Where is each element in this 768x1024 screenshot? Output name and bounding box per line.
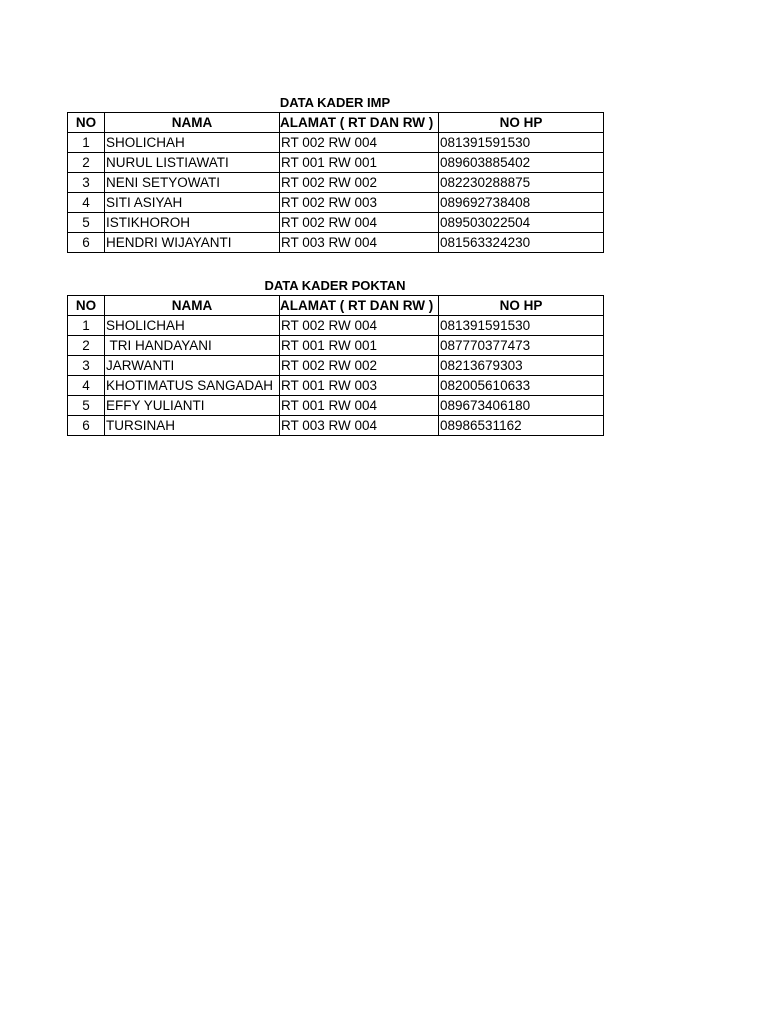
kader-poktan-table — [67, 295, 604, 436]
table-row — [68, 173, 604, 193]
cell-hp: 089692738408 — [439, 193, 604, 213]
cell-nama: KHOTIMATUS SANGADAH — [105, 376, 280, 396]
cell-hp: 082005610633 — [439, 376, 604, 396]
cell-no: 2 — [68, 336, 105, 356]
cell-hp: 089603885402 — [439, 153, 604, 173]
cell-nama: TRI HANDAYANI — [105, 336, 280, 356]
cell-nama: JARWANTI — [105, 356, 280, 376]
table-row — [68, 213, 604, 233]
cell-alamat: RT 003 RW 004 — [280, 416, 439, 436]
header-hp: NO HP — [439, 296, 604, 316]
table-row — [68, 396, 604, 416]
header-nama: NAMA — [105, 296, 280, 316]
table-title: DATA KADER POKTAN — [264, 278, 406, 293]
cell-no: 4 — [68, 193, 105, 213]
kader-imp-table — [67, 112, 604, 253]
cell-alamat: RT 002 RW 003 — [280, 193, 439, 213]
cell-no: 3 — [68, 356, 105, 376]
cell-nama: SITI ASIYAH — [105, 193, 280, 213]
cell-alamat: RT 002 RW 004 — [280, 213, 439, 233]
cell-no: 5 — [68, 213, 105, 233]
cell-alamat: RT 001 RW 003 — [280, 376, 439, 396]
cell-nama: ISTIKHOROH — [105, 213, 280, 233]
kader-poktan-section — [67, 277, 603, 436]
cell-hp: 08986531162 — [439, 416, 604, 436]
table-row — [68, 336, 604, 356]
cell-nama: NURUL LISTIAWATI — [105, 153, 280, 173]
cell-hp: 089503022504 — [439, 213, 604, 233]
cell-hp: 081391591530 — [439, 133, 604, 153]
cell-no: 1 — [68, 316, 105, 336]
header-row — [68, 113, 604, 133]
cell-alamat: RT 002 RW 002 — [280, 356, 439, 376]
table-row — [68, 133, 604, 153]
cell-alamat: RT 001 RW 004 — [280, 396, 439, 416]
table-row — [68, 193, 604, 213]
header-alamat: ALAMAT ( RT DAN RW ) — [280, 113, 439, 133]
cell-alamat: RT 001 RW 001 — [280, 153, 439, 173]
cell-no: 6 — [68, 416, 105, 436]
header-nama: NAMA — [105, 113, 280, 133]
header-alamat: ALAMAT ( RT DAN RW ) — [280, 296, 439, 316]
cell-hp: 087770377473 — [439, 336, 604, 356]
cell-alamat: RT 002 RW 004 — [280, 316, 439, 336]
cell-nama: SHOLICHAH — [105, 133, 280, 153]
cell-no: 1 — [68, 133, 105, 153]
cell-no: 2 — [68, 153, 105, 173]
table-row — [68, 416, 604, 436]
kader-imp-section — [67, 94, 603, 253]
cell-no: 5 — [68, 396, 105, 416]
table-title: DATA KADER IMP — [279, 95, 391, 110]
cell-alamat: RT 002 RW 004 — [280, 133, 439, 153]
cell-nama: TURSINAH — [105, 416, 280, 436]
table-row — [68, 233, 604, 253]
header-hp: NO HP — [439, 113, 604, 133]
table-row — [68, 376, 604, 396]
cell-alamat: RT 001 RW 001 — [280, 336, 439, 356]
table-row — [68, 153, 604, 173]
cell-hp: 081563324230 — [439, 233, 604, 253]
cell-no: 3 — [68, 173, 105, 193]
cell-nama: NENI SETYOWATI — [105, 173, 280, 193]
cell-no: 4 — [68, 376, 105, 396]
cell-nama: HENDRI WIJAYANTI — [105, 233, 280, 253]
table-row — [68, 316, 604, 336]
cell-alamat: RT 002 RW 002 — [280, 173, 439, 193]
cell-hp: 08213679303 — [439, 356, 604, 376]
cell-hp: 082230288875 — [439, 173, 604, 193]
cell-nama: EFFY YULIANTI — [105, 396, 280, 416]
table-row — [68, 356, 604, 376]
cell-alamat: RT 003 RW 004 — [280, 233, 439, 253]
header-no: NO — [68, 113, 105, 133]
cell-no: 6 — [68, 233, 105, 253]
cell-hp: 081391591530 — [439, 316, 604, 336]
header-row — [68, 296, 604, 316]
cell-nama: SHOLICHAH — [105, 316, 280, 336]
header-no: NO — [68, 296, 105, 316]
cell-hp: 089673406180 — [439, 396, 604, 416]
